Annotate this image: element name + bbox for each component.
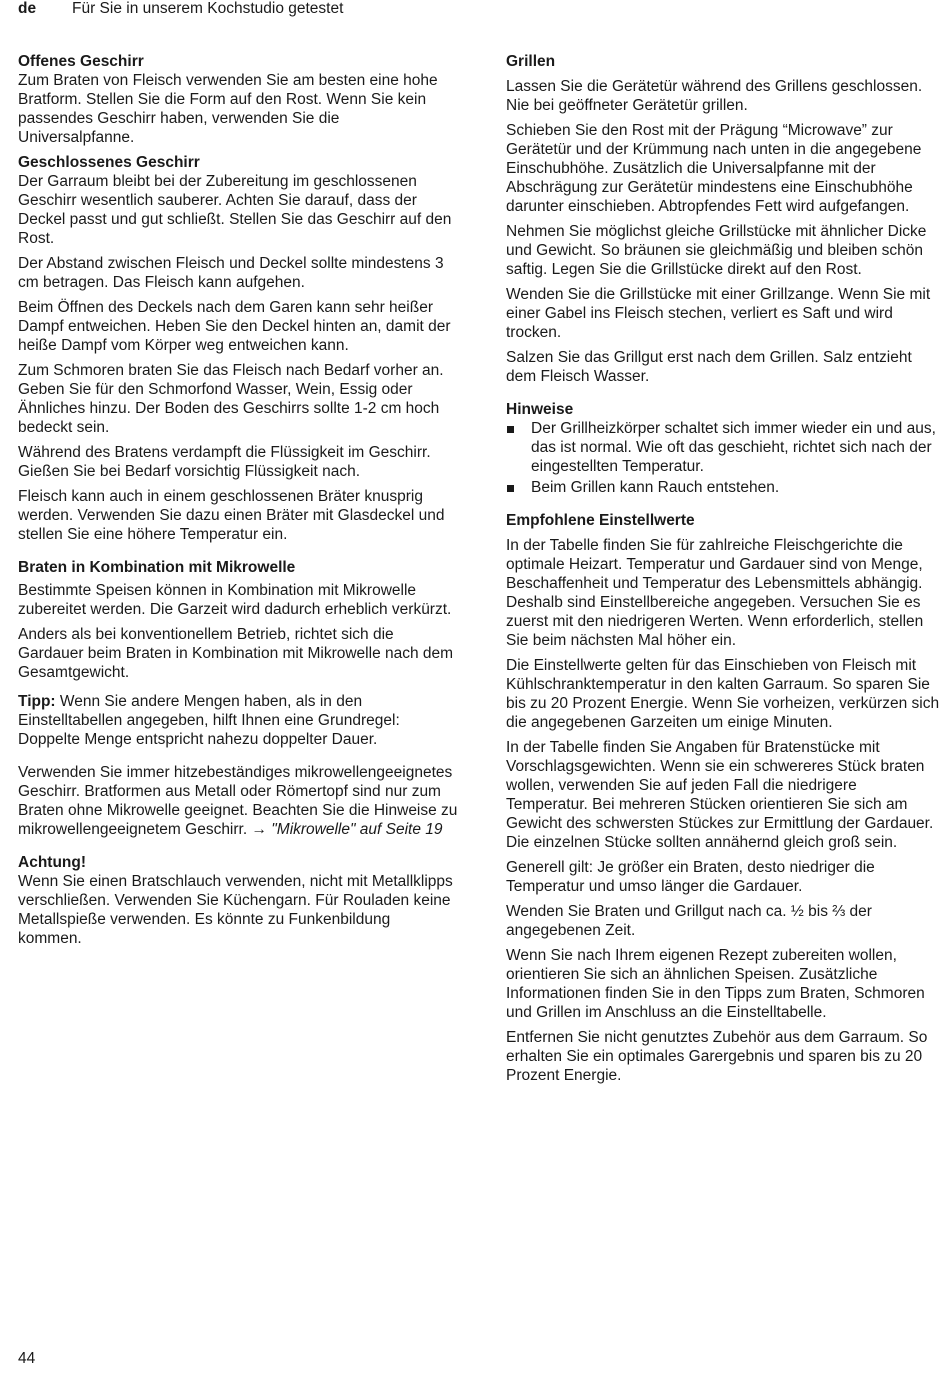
paragraph: In der Tabelle finden Sie Angaben für Bratenstücke mit Vorschlagsgewichten. Wenn sie ein schwereres Stück braten wollen, verwenden Sie auf jeden Fall die niedrigere Temperatur. Bei mehreren Stücken orientieren Sie sich am Gewicht des schwersten Stückes zur Ermittlung der Gardauer. Die einzelnen Stücke sollten annähernd gleich groß sein.	[506, 739, 934, 851]
paragraph: Salzen Sie das Grillgut erst nach dem Grillen. Salz entzieht dem Fleisch Wasser.	[506, 349, 912, 385]
hints-list	[506, 419, 942, 497]
paragraph: Generell gilt: Je größer ein Braten, desto niedriger die Temperatur und umso länger die Gardauer.	[506, 859, 875, 895]
cross-reference-link[interactable]: "Mikrowelle" auf Seite 19	[266, 821, 443, 838]
right-column	[506, 52, 942, 1091]
heading-hinweise: Hinweise	[506, 401, 574, 418]
page-header	[18, 0, 932, 22]
square-bullet-icon	[507, 426, 514, 433]
heading-braten-kombination: Braten in Kombination mit Mikrowelle	[18, 559, 296, 576]
paragraph: Der Abstand zwischen Fleisch und Deckel sollte mindestens 3 cm betragen. Das Fleisch kann aufgehen.	[18, 255, 444, 291]
paragraph: Lassen Sie die Gerätetür während des Grillens geschlossen. Nie bei geöffneter Gerätetür grillen.	[506, 78, 923, 114]
paragraph: Beim Öffnen des Deckels nach dem Garen kann sehr heißer Dampf entweichen. Heben Sie den Deckel hinten an, damit der heiße Dampf vom Körper weg entweichen kann.	[18, 299, 451, 354]
heading-grillen: Grillen	[506, 53, 556, 70]
paragraph: Schieben Sie den Rost mit der Prägung “Microwave” zur Gerätetür und der Krümmung nach unten in die angegebene Einschubhöhe. Zusätzlich die Universalpfanne mit der Abschrägung zur Gerätetür mindestens eine Einschubhöhe darunter einschieben. Abtropfendes Fett wird aufgefangen.	[506, 122, 922, 215]
geschirr-text: Verwenden Sie immer hitzebeständiges mikrowellengeeignetes Geschirr. Bratformen aus Metall oder Römertopf sind nur zum Braten ohne Mikrowelle geeignet. Beachten Sie die Hinweise zu mikrowellengeeignetem Geschirr.	[18, 764, 458, 838]
heading-empfohlene-einstellwerte: Empfohlene Einstellwerte	[506, 512, 695, 529]
list-item: Der Grillheizkörper schaltet sich immer wieder ein und aus, das ist normal. Wie oft das geschieht, richtet sich nach der eingestellten Temperatur.	[506, 419, 942, 476]
page-number: 44	[18, 1350, 36, 1367]
language-code: de	[18, 0, 37, 17]
heading-offenes-geschirr: Offenes Geschirr	[18, 53, 144, 70]
list-item: Beim Grillen kann Rauch entstehen.	[506, 478, 942, 497]
paragraph: Wenn Sie nach Ihrem eigenen Rezept zubereiten wollen, orientieren Sie sich an ähnlichen Speisen. Zusätzliche Informationen finden Sie in den Tipps zum Braten, Schmoren und Grillen im Anschluss an die Einstelltabelle.	[506, 947, 925, 1021]
heading-geschlossenes-geschirr: Geschlossenes Geschirr	[18, 154, 200, 171]
arrow-right-icon: →	[251, 821, 267, 838]
paragraph: Nehmen Sie möglichst gleiche Grillstücke mit ähnlicher Dicke und Gewicht. So bräunen sie gleichmäßig und bleiben schön saftig. Legen Sie die Grillstücke direkt auf den Rost.	[506, 223, 927, 278]
paragraph: Zum Schmoren braten Sie das Fleisch nach Bedarf vorher an. Geben Sie für den Schmorfond Wasser, Wein, Essig oder Ähnliches hinzu. Der Boden des Geschirrs sollte 1-2 cm hoch bedeckt sein.	[18, 362, 444, 436]
paragraph: Die Einstellwerte gelten für das Einschieben von Fleisch mit Kühlschranktemperatur in den kalten Garraum. So sparen Sie bis zu 20 Prozent Energie. Wenn Sie vorheizen, verkürzen sich die angegebenen Garzeiten um einige Minuten.	[506, 657, 940, 731]
left-column	[18, 52, 458, 954]
geschlossenes-geschirr-text: Der Garraum bleibt bei der Zubereitung im geschlossenen Geschirr wesentlich sauberer. Achten Sie darauf, dass der Deckel passt und gut schließt. Stellen Sie das Geschirr auf den Rost.	[18, 173, 452, 247]
paragraph: Entfernen Sie nicht genutztes Zubehör aus dem Garraum. So erhalten Sie ein optimales Garergebnis und sparen bis zu 20 Prozent Energie.	[506, 1029, 928, 1084]
paragraph: Anders als bei konventionellem Betrieb, richtet sich die Gardauer beim Braten in Kombination mit Mikrowelle nach dem Gesamtgewicht.	[18, 626, 454, 681]
paragraph: In der Tabelle finden Sie für zahlreiche Fleischgerichte die optimale Heizart. Temperatur und Gardauer sind von Menge, Beschaffenheit und Temperatur des Lebensmittels abhängig. Deshalb sind Einstellbereiche angegeben. Versuchen Sie es zuerst mit den niedrigeren Werten. Wenn erforderlich, stellen Sie beim nächsten Mal höher ein.	[506, 537, 924, 649]
geschirr-paragraph	[18, 763, 458, 839]
paragraph: Bestimmte Speisen können in Kombination mit Mikrowelle zubereitet werden. Die Garzeit wird dadurch erheblich verkürzt.	[18, 582, 452, 618]
paragraph: Wenden Sie die Grillstücke mit einer Grillzange. Wenn Sie mit einer Gabel ins Fleisch stechen, verliert es Saft und wird trocken.	[506, 286, 931, 341]
square-bullet-icon	[507, 485, 514, 492]
offenes-geschirr-text: Zum Braten von Fleisch verwenden Sie am besten eine hohe Bratform. Stellen Sie die Form auf den Rost. Wenn Sie kein passendes Geschirr haben, verwenden Sie die Universalpfanne.	[18, 72, 438, 146]
tip-text: Wenn Sie andere Mengen haben, als in den Einstelltabellen angegeben, hilft Ihnen eine Grundregel: Doppelte Menge entspricht nahezu doppelter Dauer.	[18, 693, 400, 748]
paragraph: Fleisch kann auch in einem geschlossenen Bräter knusprig werden. Verwenden Sie dazu einen Bräter mit Glasdeckel und stellen Sie eine höhere Temperatur ein.	[18, 488, 445, 543]
tip-paragraph	[18, 692, 458, 749]
tip-label: Tipp:	[18, 693, 56, 710]
achtung-text: Wenn Sie einen Bratschlauch verwenden, nicht mit Metallklipps verschließen. Verwenden Sie Küchengarn. Für Rouladen keine Metallspieße verwenden. Es könnte zu Funkenbildung kommen.	[18, 873, 453, 947]
paragraph: Während des Bratens verdampft die Flüssigkeit im Geschirr. Gießen Sie bei Bedarf vorsichtig Flüssigkeit nach.	[18, 444, 431, 480]
chapter-title: Für Sie in unserem Kochstudio getestet	[72, 0, 344, 17]
paragraph: Wenden Sie Braten und Grillgut nach ca. ½ bis ⅔ der angegebenen Zeit.	[506, 903, 872, 939]
heading-achtung: Achtung!	[18, 854, 87, 871]
